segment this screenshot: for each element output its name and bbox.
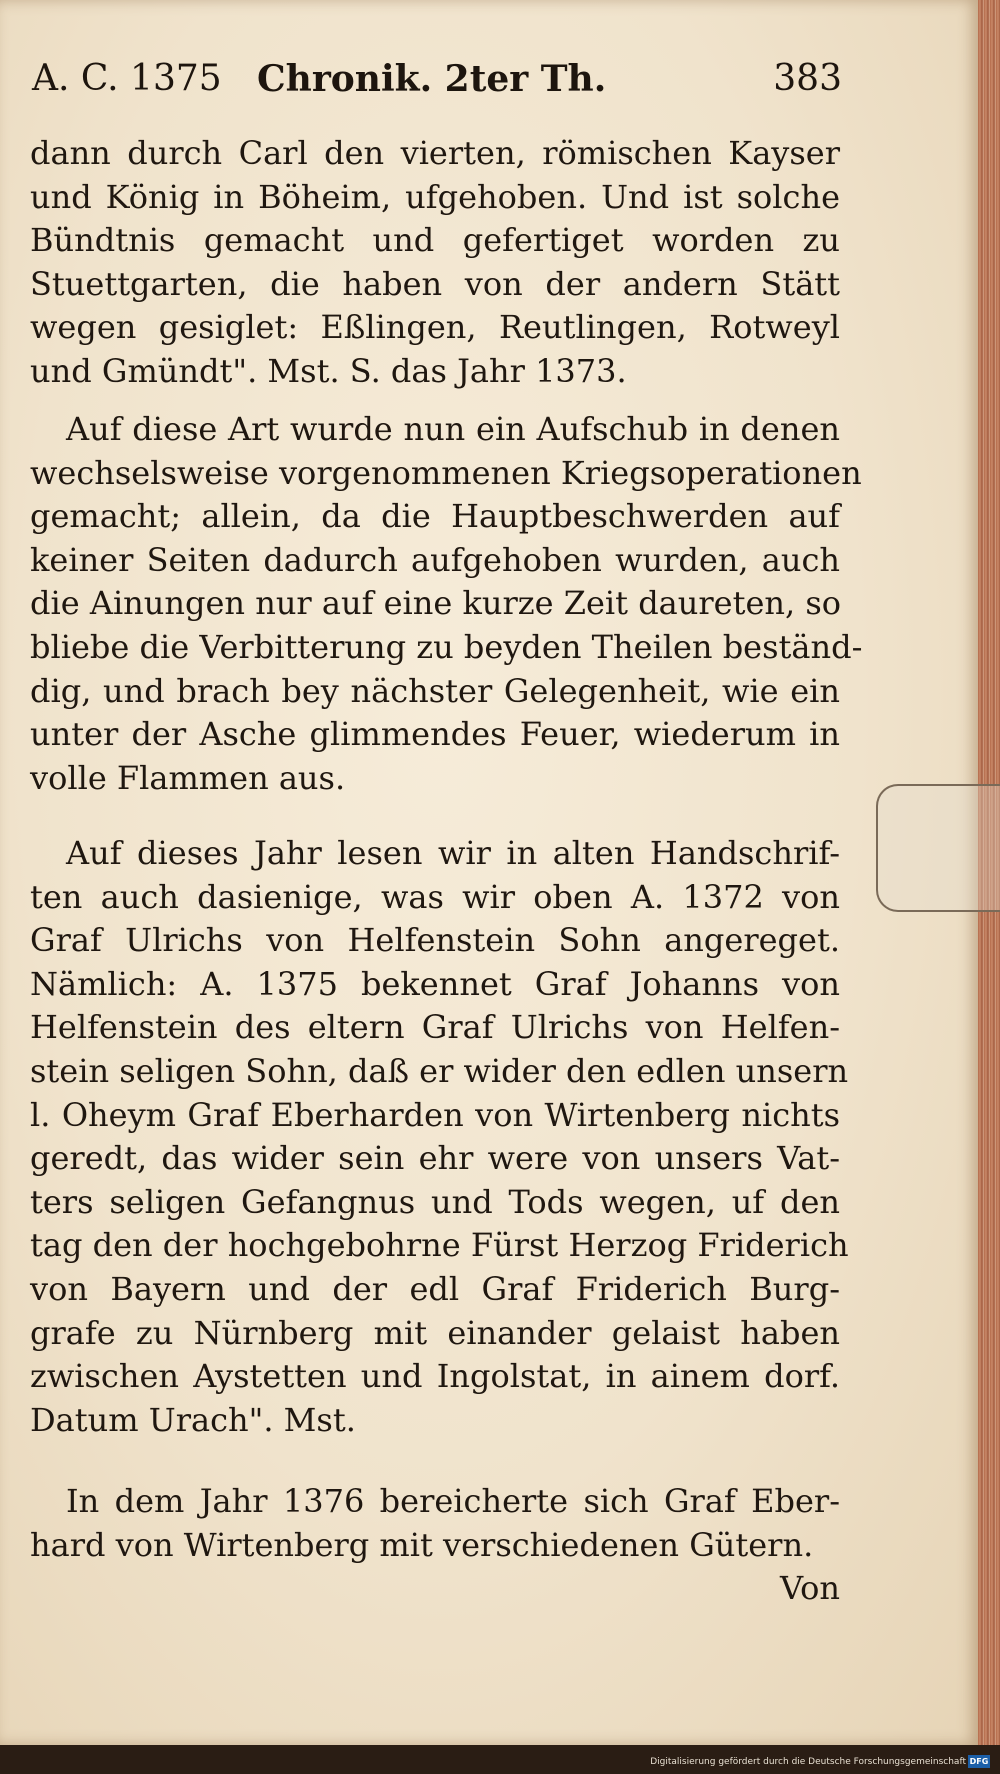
text-line: Stuettgarten, die haben von der andern Stätt — [30, 264, 840, 303]
text-line: Helfenstein des eltern Graf Ulrichs von Helfen- — [30, 1008, 840, 1047]
paragraph-3 — [30, 832, 849, 1442]
dfg-logo: DFG — [969, 1757, 989, 1766]
text-line: l. Oheym Graf Eberharden von Wirtenberg nichts — [30, 1095, 840, 1134]
text-line: dann durch Carl den vierten, römischen Kayser — [30, 134, 840, 172]
running-header — [32, 58, 842, 108]
text-line: ten auch dasienige, was wir oben A. 1372 von — [30, 877, 840, 916]
text-line: hard von Wirtenberg mit verschiedenen Gütern. — [30, 1525, 814, 1564]
header-title: Chronik. 2ter Th. — [257, 58, 607, 100]
text-line: und König in Böheim, ufgehoben. Und ist solche — [30, 177, 840, 216]
text-line: wegen gesiglet: Eßlingen, Reutlingen, Rotweyl — [30, 308, 840, 347]
text-line: unter der Asche glimmendes Feuer, wiederum in — [30, 715, 840, 754]
text-line: gemacht; allein, da die Hauptbeschwerden auf — [30, 497, 840, 536]
text-line: keiner Seiten dadurch aufgehoben wurden, auch — [30, 540, 840, 579]
header-year: A. C. 1375 — [32, 58, 222, 99]
text-line: stein seligen Sohn, daß er wider den edlen unsern — [30, 1051, 849, 1090]
text-line: Nämlich: A. 1375 bekennet Graf Johanns von — [30, 964, 840, 1003]
catchword: Von — [779, 1569, 840, 1608]
text-line: Datum Urach". Mst. — [30, 1400, 356, 1439]
page-number: 383 — [773, 58, 842, 99]
paragraph-1 — [30, 132, 840, 394]
paragraph-2 — [30, 408, 863, 800]
digitization-credit: Digitalisierung gefördert durch die Deutsche Forschungsgemeinschaft — [650, 1757, 966, 1767]
text-line: Graf Ulrichs von Helfenstein Sohn angereget. — [30, 921, 840, 960]
text-line: von Bayern und der edl Graf Friderich Burg- — [30, 1269, 840, 1308]
text-line: zwischen Aystetten und Ingolstat, in ainem dorf. — [30, 1357, 840, 1396]
text-line: ters seligen Gefangnus und Tods wegen, uf den — [30, 1182, 840, 1221]
text-line: bliebe die Verbitterung zu beyden Theilen beständ- — [30, 627, 863, 666]
text-line: In dem Jahr 1376 bereicherte sich Graf Eber- — [66, 1482, 840, 1520]
text-line: und Gmündt". Mst. S. das Jahr 1373. — [30, 351, 627, 390]
text-line: Bündtnis gemacht und gefertiget worden zu — [30, 221, 840, 260]
text-line: dig, und brach bey nächster Gelegenheit, wie ein — [30, 671, 840, 710]
text-line: tag den der hochgebohrne Fürst Herzog Friderich — [30, 1226, 849, 1265]
text-line: Auf dieses Jahr lesen wir in alten Handschrif- — [66, 834, 840, 872]
text-line: Auf diese Art wurde nun ein Aufschub in denen — [66, 410, 840, 448]
paragraph-4 — [30, 1480, 840, 1611]
text-line: wechselsweise vorgenommenen Kriegsoperationen — [30, 453, 862, 492]
text-line: geredt, das wider sein ehr were von unsers Vat- — [30, 1139, 840, 1178]
text-line: volle Flammen aus. — [30, 758, 346, 797]
page-clip — [876, 784, 1000, 912]
text-line: die Ainungen nur auf eine kurze Zeit daureten, so — [30, 584, 842, 623]
text-line: grafe zu Nürnberg mit einander gelaist haben — [30, 1313, 840, 1352]
